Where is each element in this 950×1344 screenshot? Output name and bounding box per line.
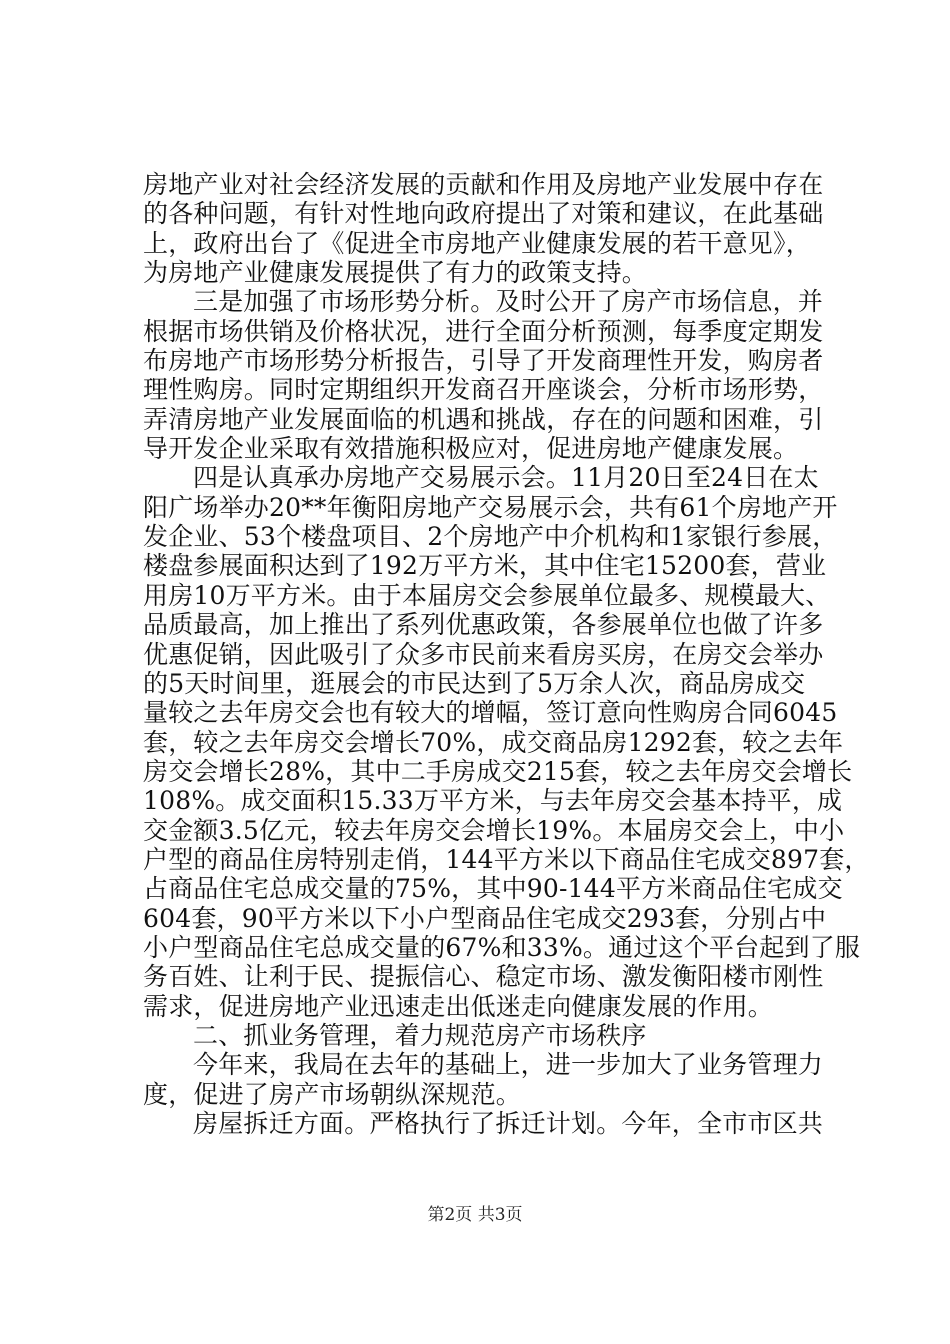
text-line: 导开发企业采取有效措施积极应对，促进房地产健康发展。 xyxy=(143,434,799,464)
text-line: 房交会增长28%，其中二手房成交215套，较之去年房交会增长 xyxy=(143,756,853,786)
body-text xyxy=(143,170,870,1138)
text-line: 交金额3.5亿元，较去年房交会增长19%。本届房交会上，中小 xyxy=(143,815,845,845)
text-line: 发企业、53个楼盘项目、2个房地产中介机构和1家银行参展， xyxy=(143,522,838,552)
text-line: 户型的商品住房特别走俏，144平方米以下商品住宅成交897套， xyxy=(143,844,870,874)
text-line: 房屋拆迁方面。严格执行了拆迁计划。今年，全市市区共 xyxy=(193,1109,824,1138)
text-line: 二、抓业务管理，着力规范房产市场秩序 xyxy=(193,1020,647,1050)
text-line: 的5天时间里，逛展会的市民达到了5万余人次，商品房成交 xyxy=(143,668,806,698)
page-footer: 第2页 共3页 xyxy=(427,1205,523,1225)
text-line: 楼盘参展面积达到了192万平方米，其中住宅15200套，营业 xyxy=(143,551,827,581)
text-line: 量较之去年房交会也有较大的增幅，签订意向性购房合同6045 xyxy=(143,698,838,728)
text-line: 理性购房。同时定期组织开发商召开座谈会，分析市场形势， xyxy=(143,375,824,405)
text-line: 弄清房地产业发展面临的机遇和挑战，存在的问题和困难，引 xyxy=(143,404,824,434)
text-line: 今年来，我局在去年的基础上，进一步加大了业务管理力 xyxy=(193,1050,824,1080)
text-line: 布房地产市场形势分析报告，引导了开发商理性开发，购房者 xyxy=(143,346,824,376)
text-line: 根据市场供销及价格状况，进行全面分析预测，每季度定期发 xyxy=(143,316,824,346)
text-line: 房地产业对社会经济发展的贡献和作用及房地产业发展中存在 xyxy=(143,170,824,199)
text-line: 604套，90平方米以下小户型商品住宅成交293套，分别占中 xyxy=(143,903,827,933)
text-line: 优惠促销，因此吸引了众多市民前来看房买房，在房交会举办 xyxy=(143,639,824,669)
text-line: 的各种问题，有针对性地向政府提出了对策和建议，在此基础 xyxy=(143,199,824,229)
text-line: 为房地产业健康发展提供了有力的政策支持。 xyxy=(143,258,648,288)
text-line: 小户型商品住宅总成交量的67%和33%。通过这个平台起到了服 xyxy=(143,932,861,962)
text-line: 三是加强了市场形势分析。及时公开了房产市场信息，并 xyxy=(193,287,824,317)
text-line: 占商品住宅总成交量的75%，其中90-144平方米商品住宅成交 xyxy=(143,874,843,904)
text-line: 度，促进了房产市场朝纵深规范。 xyxy=(143,1079,522,1109)
text-line: 需求，促进房地产业迅速走出低迷走向健康发展的作用。 xyxy=(143,991,774,1021)
text-line: 品质最高，加上推出了系列优惠政策，各参展单位也做了许多 xyxy=(143,610,824,640)
text-line: 务百姓、让利于民、提振信心、稳定市场、激发衡阳楼市刚性 xyxy=(143,962,824,992)
text-line: 阳广场举办20**年衡阳房地产交易展示会，共有61个房地产开 xyxy=(143,492,838,522)
text-line: 套，较之去年房交会增长70%，成交商品房1292套，较之去年 xyxy=(143,727,844,757)
text-line: 108%。成交面积15.33万平方米，与去年房交会基本持平，成 xyxy=(143,786,843,816)
text-line: 四是认真承办房地产交易展示会。11月20日至24日在太 xyxy=(193,463,819,493)
text-line: 用房10万平方米。由于本届房交会参展单位最多、规模最大、 xyxy=(143,580,831,610)
text-line: 上，政府出台了《促进全市房地产业健康发展的若干意见》， xyxy=(143,228,811,258)
